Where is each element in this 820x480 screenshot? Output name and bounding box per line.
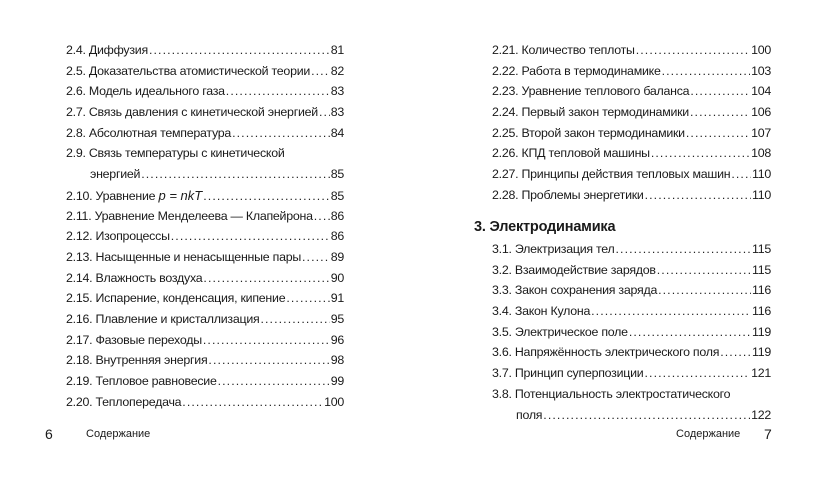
toc-page-number: 103 [751, 63, 771, 78]
right-page-number: 7 [764, 426, 772, 442]
section-heading[interactable]: 3. Электродинамика [474, 219, 616, 235]
dot-leader [690, 84, 750, 98]
toc-entry[interactable]: 2.17. Фазовые переходы ..... 96 [66, 333, 344, 354]
toc-page-number: 82 [330, 63, 344, 78]
dot-leader [651, 146, 750, 160]
toc-entry[interactable]: 2.25. Второй закон термодинамики ..... 107 [492, 126, 771, 147]
dot-leader [658, 283, 751, 297]
toc-entry[interactable]: 2.28. Проблемы энергетики ..... 110 [492, 188, 771, 209]
toc-page-number: 115 [751, 262, 771, 277]
toc-entry[interactable]: 3.3. Закон сохранения заряда ..... 116 [492, 283, 771, 304]
dot-leader [218, 374, 330, 388]
dot-leader [644, 366, 750, 380]
left-toc-column [66, 43, 344, 415]
toc-page-number: 110 [751, 167, 771, 182]
toc-page-number: 83 [330, 105, 344, 120]
toc-page-number: 100 [324, 394, 344, 409]
toc-entry[interactable]: 2.26. КПД тепловой машины ..... 108 [492, 146, 771, 167]
toc-entry-continuation[interactable]: поля ..... 122 [492, 408, 771, 429]
toc-page-number: 99 [330, 374, 344, 388]
dot-leader [629, 325, 751, 339]
toc-page-number: 98 [330, 353, 344, 368]
dot-leader [203, 189, 329, 203]
dot-leader [543, 408, 750, 422]
dot-leader [226, 84, 330, 98]
toc-entry-continuation[interactable]: энергией ..... 85 [66, 167, 344, 188]
toc-entry[interactable]: 2.7. Связь давления с кинетической энергией ..... 83 [66, 105, 344, 126]
toc-entry[interactable]: 2.11. Уравнение Менделеева — Клапейрона ..... 86 [66, 209, 344, 230]
toc-entry[interactable]: 2.12. Изопроцессы ..... 86 [66, 229, 344, 250]
toc-page-number: 119 [751, 324, 771, 339]
dot-leader [314, 209, 330, 223]
dot-leader [182, 395, 323, 409]
toc-page-number: 96 [330, 332, 344, 347]
toc-page-number: 116 [751, 283, 771, 298]
toc-entry[interactable]: 2.23. Уравнение теплового баланса ..... 104 [492, 84, 771, 105]
toc-entry[interactable]: 3.4. Закон Кулона ..... 116 [492, 304, 771, 325]
toc-page-number: 110 [751, 187, 771, 202]
toc-entry[interactable]: 3.2. Взаимодействие зарядов ..... 115 [492, 263, 771, 284]
toc-page-number: 85 [330, 167, 344, 182]
toc-entry[interactable]: 2.21. Количество теплоты ..... 100 [492, 43, 771, 64]
toc-entry[interactable]: 2.22. Работа в термодинамике ..... 103 [492, 64, 771, 85]
dot-leader [662, 64, 750, 78]
toc-page-number: 119 [751, 345, 771, 360]
toc-entry[interactable]: 2.20. Теплопередача ..... 100 [66, 395, 344, 416]
dot-leader [141, 167, 330, 181]
toc-entry[interactable]: 2.4. Диффузия ..... 81 [66, 43, 344, 64]
dot-leader [203, 271, 329, 285]
toc-entry[interactable]: 2.18. Внутренняя энергия ..... 98 [66, 353, 344, 374]
dot-leader [645, 188, 751, 202]
toc-entry-first-line[interactable]: 3.8. Потенциальность электростатического [492, 386, 731, 401]
toc-page-number: 121 [751, 366, 771, 381]
dot-leader [690, 105, 750, 119]
toc-entry[interactable]: 2.6. Модель идеального газа ..... 83 [66, 84, 344, 105]
toc-entry[interactable]: 2.16. Плавление и кристаллизация ..... 95 [66, 312, 344, 333]
dot-leader [171, 229, 330, 243]
toc-page-number: 115 [751, 242, 771, 256]
toc-entry[interactable]: 2.14. Влажность воздуха ..... 90 [66, 271, 344, 292]
toc-entry[interactable]: 2.13. Насыщенные и ненасыщенные пары ..... 89 [66, 250, 344, 271]
toc-page-number: 90 [330, 270, 344, 285]
toc-page-number: 84 [330, 125, 344, 140]
dot-leader [731, 167, 751, 181]
toc-entry[interactable]: 2.24. Первый закон термодинамики ..... 106 [492, 105, 771, 126]
dot-leader [302, 250, 330, 264]
toc-page-number: 116 [751, 304, 771, 319]
dot-leader [616, 242, 751, 256]
toc-page-number: 108 [751, 146, 771, 161]
toc-page-number: 85 [330, 188, 344, 203]
toc-entry[interactable]: 2.10. Уравнение p = nkT ..... 85 [66, 188, 344, 209]
dot-leader [286, 291, 329, 305]
toc-page-number: 104 [751, 84, 771, 99]
dot-leader [208, 353, 329, 367]
toc-entry[interactable]: 3.5. Электрическое поле ..... 119 [492, 325, 771, 346]
toc-entry[interactable]: 2.5. Доказательства атомистической теории ..... 82 [66, 64, 344, 85]
dot-leader [311, 64, 330, 78]
toc-entry[interactable]: 2.19. Тепловое равновесие ..... 99 [66, 374, 344, 395]
toc-page-number: 91 [330, 291, 344, 306]
dot-leader [260, 312, 329, 326]
toc-entry[interactable]: 3.7. Принцип суперпозиции ..... 121 [492, 366, 771, 387]
toc-entry[interactable]: 2.15. Испарение, конденсация, кипение ..... 91 [66, 291, 344, 312]
section-toc-column [492, 242, 771, 428]
dot-leader [319, 105, 330, 119]
right-running-footer: Содержание [676, 428, 741, 440]
dot-leader [636, 43, 750, 57]
toc-page-number: 107 [751, 125, 771, 140]
right-toc-column [492, 43, 771, 209]
dot-leader [149, 43, 330, 57]
left-page-number: 6 [45, 426, 53, 442]
formula: p = nkT [158, 187, 203, 203]
toc-entry[interactable]: 3.6. Напряжённость электрического поля ..... 119 [492, 345, 771, 366]
toc-page-number: 95 [330, 311, 344, 326]
toc-entry-first-line[interactable]: 2.9. Связь температуры с кинетической [66, 146, 285, 161]
dot-leader [657, 263, 751, 277]
dot-leader [232, 126, 330, 140]
left-running-footer: Содержание [86, 428, 151, 440]
toc-page-number: 83 [330, 84, 344, 99]
toc-page-number: 89 [330, 249, 344, 264]
toc-page-number: 100 [751, 43, 771, 57]
toc-entry[interactable]: 3.1. Электризация тел ..... 115 [492, 242, 771, 263]
dot-leader [686, 126, 750, 140]
dot-leader [203, 333, 330, 347]
toc-page-number: 86 [330, 229, 344, 244]
dot-leader [591, 304, 751, 318]
toc-page-number: 106 [751, 105, 771, 120]
toc-page-number: 122 [751, 407, 771, 422]
toc-entry[interactable]: 2.8. Абсолютная температура ..... 84 [66, 126, 344, 147]
toc-entry[interactable]: 2.27. Принципы действия тепловых машин ..... 110 [492, 167, 771, 188]
dot-leader [720, 345, 751, 359]
toc-page-number: 86 [330, 208, 344, 223]
toc-page-number: 81 [330, 43, 344, 57]
